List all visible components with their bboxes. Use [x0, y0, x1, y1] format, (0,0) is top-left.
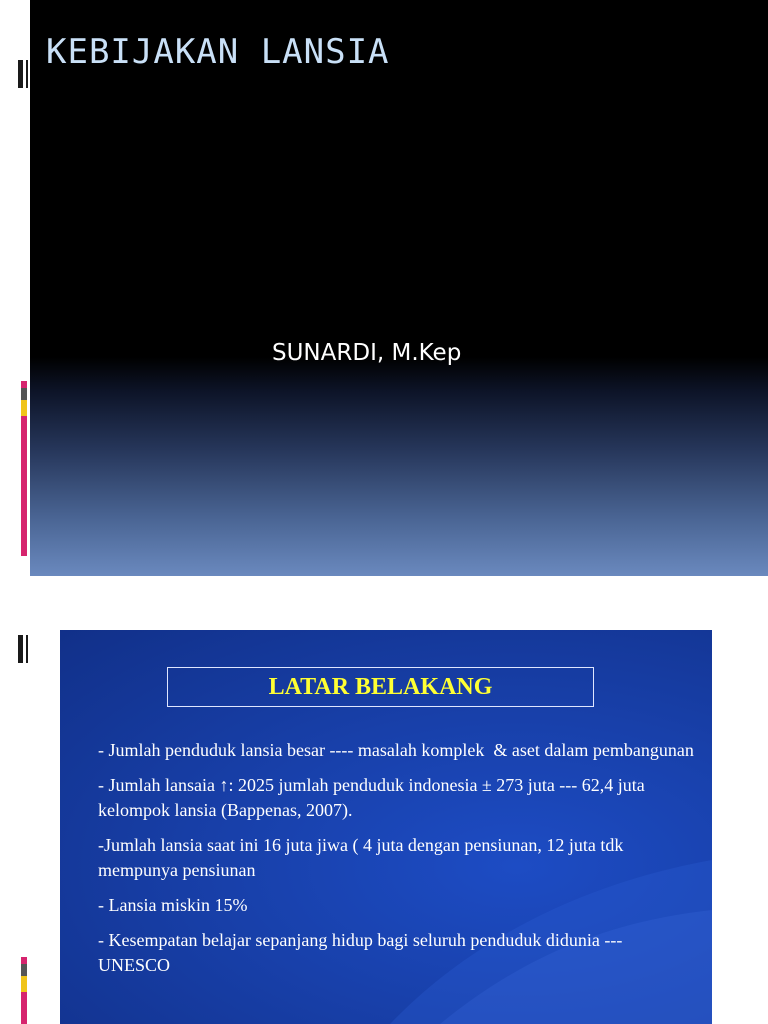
title-slide: [30, 0, 768, 576]
accent-segment-yellow: [21, 976, 27, 992]
content-slide: [60, 630, 712, 1024]
accent-segment-gray: [21, 388, 27, 400]
accent-segment-gray: [21, 964, 27, 976]
bullet-list: [98, 738, 698, 988]
list-item: - Kesempatan belajar sepanjang hidup bagi seluruh penduduk didunia --- UNESCO: [98, 930, 627, 975]
slide-heading: LATAR BELAKANG: [268, 673, 493, 700]
accent-segment-magenta-long: [21, 992, 27, 1024]
list-item: - Jumlah lansaia ↑: 2025 jumlah penduduk indonesia ± 273 juta --- 62,4 juta kelompok lansia (Bappenas, 2007).: [98, 775, 650, 820]
heading-box: [167, 667, 594, 707]
list-item: - Jumlah penduduk lansia besar ---- masalah komplek & aset dalam pembangunan: [98, 740, 694, 760]
accent-strip-2: [21, 957, 27, 1024]
slide-author: SUNARDI, M.Kep: [272, 340, 462, 366]
accent-segment-magenta-long: [21, 416, 27, 556]
accent-segment-yellow: [21, 400, 27, 416]
accent-segment-magenta: [21, 381, 27, 388]
list-item: -Jumlah lansia saat ini 16 juta jiwa ( 4 juta dengan pensiunan, 12 juta tdk mempunya pensiunan: [98, 835, 628, 880]
slide-marker-2-thin: [26, 635, 28, 663]
slide-title: KEBIJAKAN LANSIA: [46, 32, 390, 72]
list-item: - Lansia miskin 15%: [98, 895, 248, 915]
accent-segment-magenta: [21, 957, 27, 964]
content-slide-frame: [30, 598, 744, 1024]
slide-marker-1: [18, 60, 23, 88]
slide-marker-2: [18, 635, 23, 663]
slide-marker-1-thin: [26, 60, 28, 88]
accent-strip-1: [21, 381, 27, 556]
